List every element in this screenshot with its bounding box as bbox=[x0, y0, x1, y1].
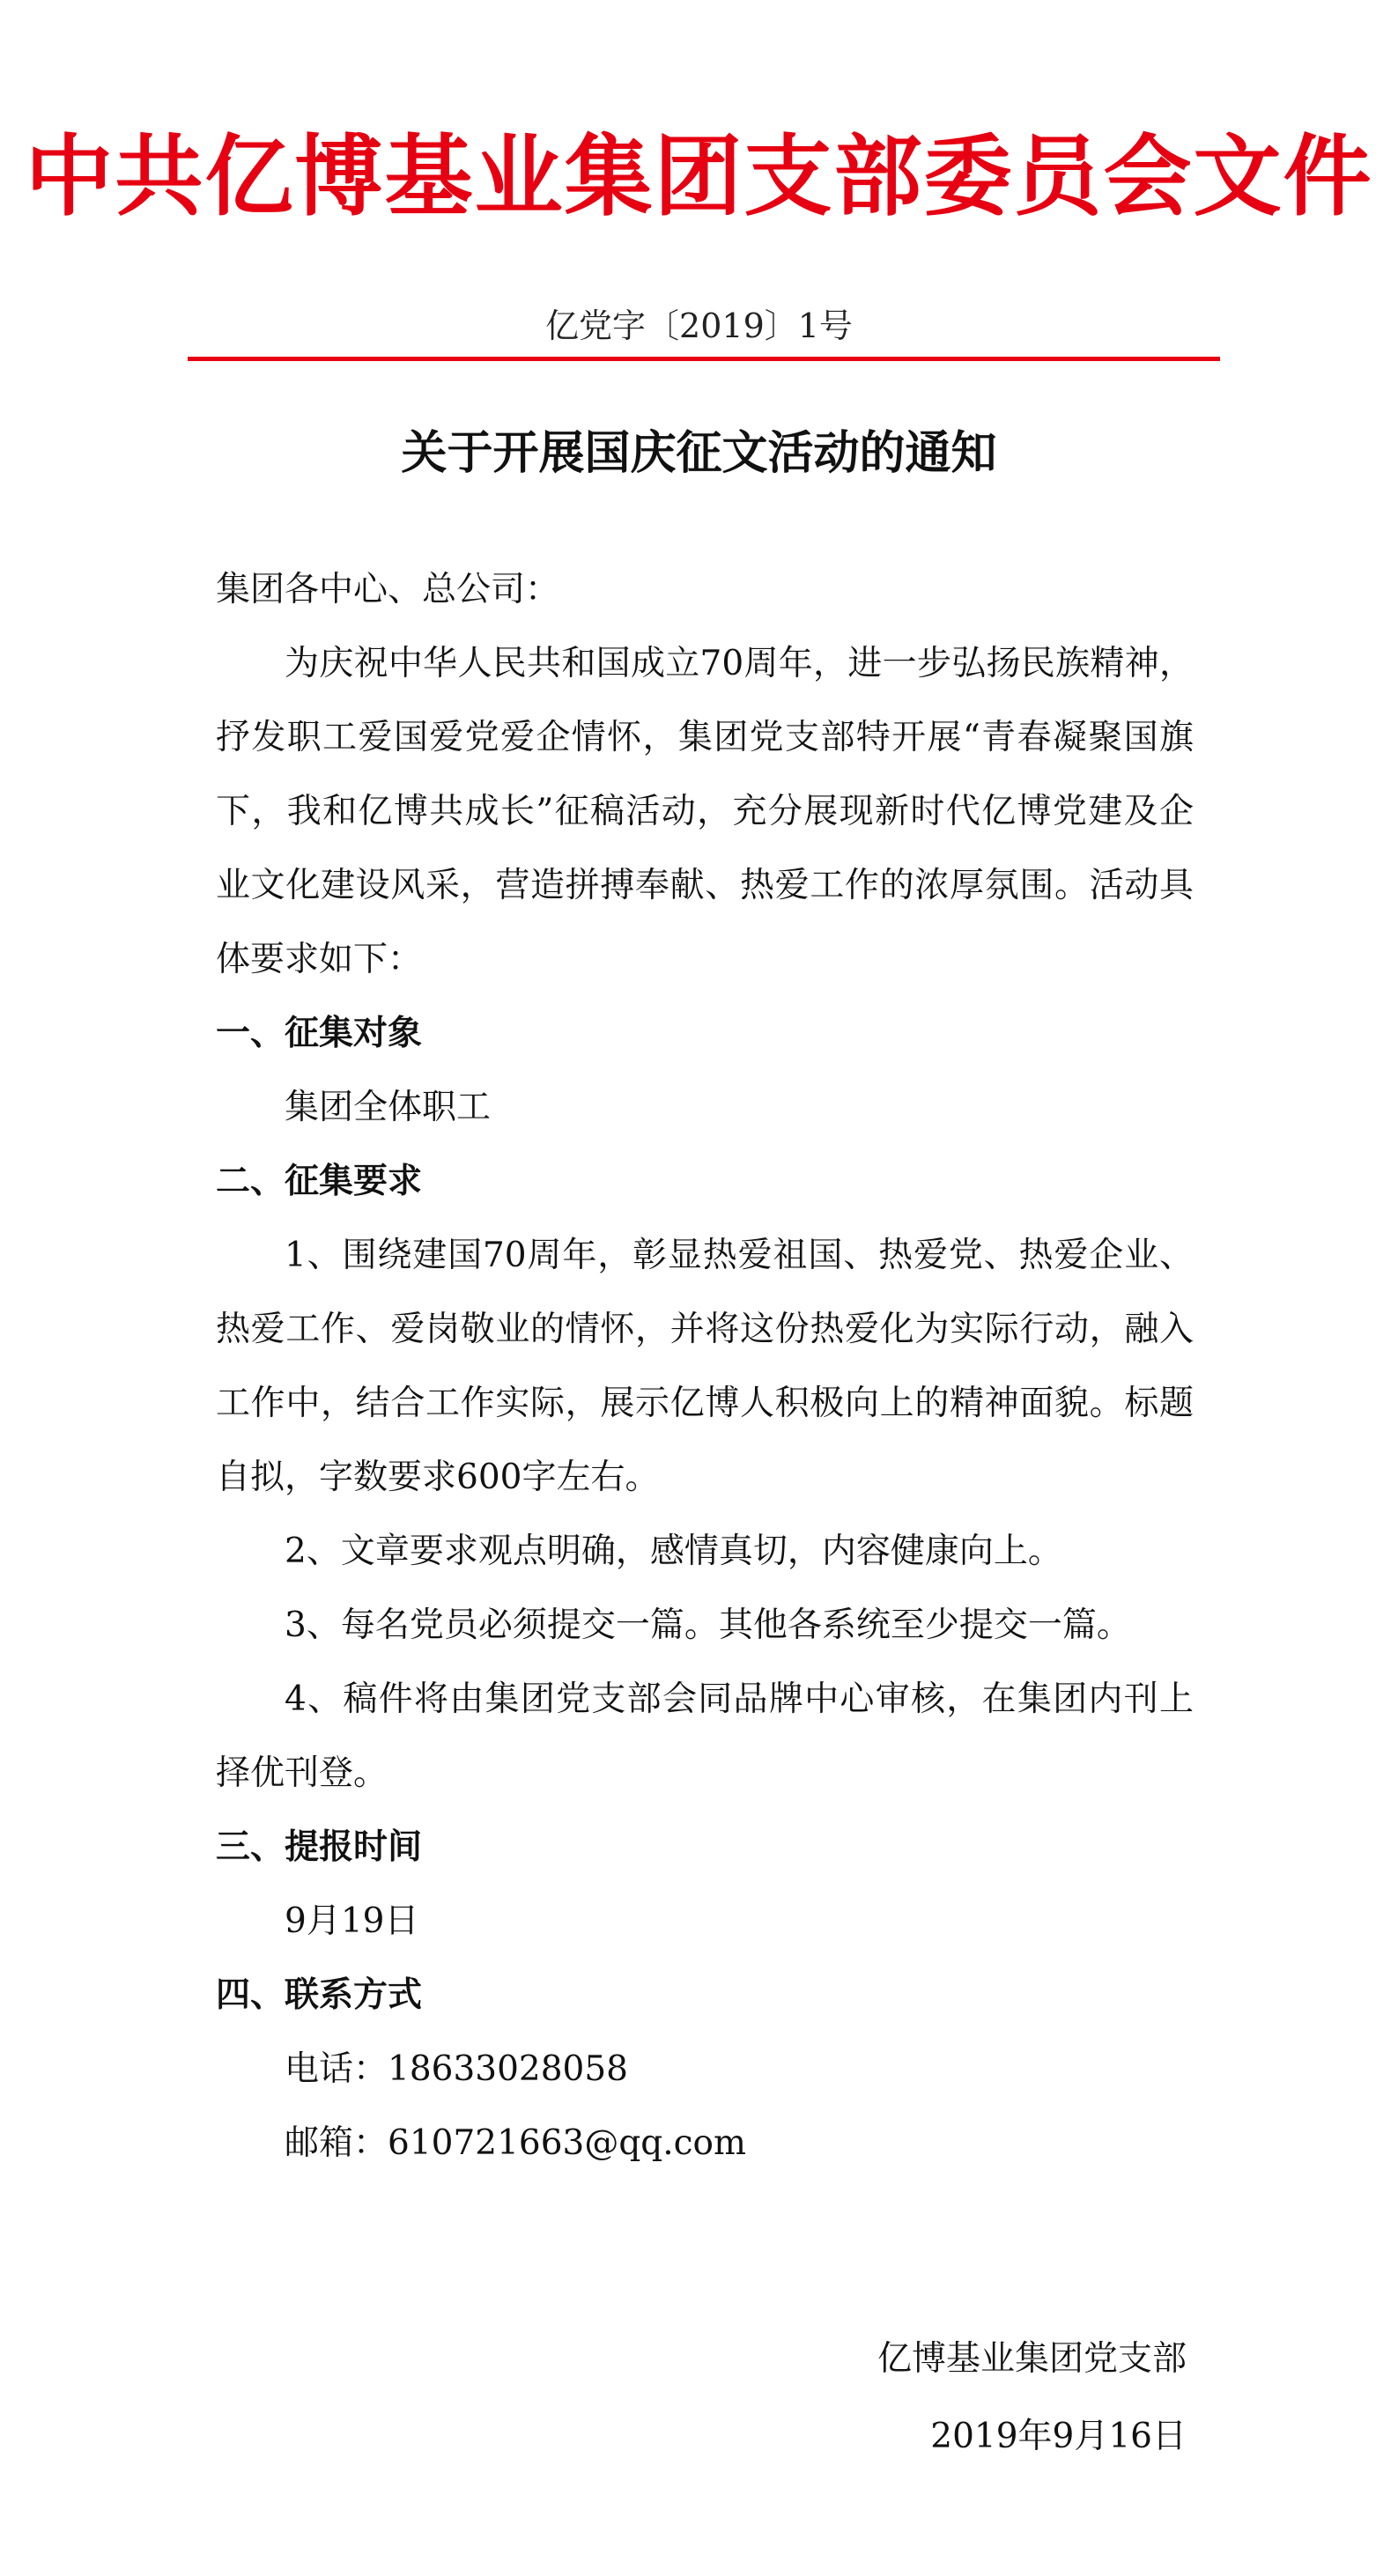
signature-date: 2019年9月16日 bbox=[930, 2417, 1187, 2456]
red-divider-line bbox=[188, 357, 1220, 361]
document-header-title: 中共亿博基业集团支部委员会文件 bbox=[25, 124, 1373, 228]
requirement-item-2: 2、文章要求观点明确，感情真切，内容健康向上。 bbox=[285, 1532, 1062, 1571]
intro-paragraph: 为庆祝中华人民共和国成立70周年，进一步弘扬民族精神，抒发职工爱国爱党爱企情怀，集团党支部特开展“青春凝聚国旗下，我和亿博共成长”征稿活动，充分展现新时代亿博党建及企业文化建设风采，营造拼搏奉献、热爱工作的浓厚氛围。活动具体要求如下： bbox=[216, 644, 1194, 979]
salutation: 集团各中心、总公司： bbox=[216, 570, 560, 609]
requirement-item-4: 4、稿件将由集团党支部会同品牌中心审核，在集团内刊上择优刊登。 bbox=[216, 1679, 1194, 1793]
document-body bbox=[216, 553, 1194, 2181]
section-content-targets: 集团全体职工 bbox=[285, 1088, 492, 1127]
contact-phone: 电话：18633028058 bbox=[285, 2049, 628, 2089]
requirement-item-3: 3、每名党员必须提交一篇。其他各系统至少提交一篇。 bbox=[285, 1605, 1131, 1645]
section-heading-requirements: 二、征集要求 bbox=[216, 1162, 423, 1201]
requirement-item-1: 1、围绕建国70周年，彰显热爱祖国、热爱党、热爱企业、热爱工作、爱岗敬业的情怀，并将这份热爱化为实际行动，融入工作中，结合工作实际，展示亿博人积极向上的精神面貌。标题自拟，字数要求600字左右。 bbox=[216, 1236, 1194, 1497]
section-heading-deadline: 三、提报时间 bbox=[216, 1827, 423, 1867]
section-heading-contact: 四、联系方式 bbox=[216, 1975, 423, 2015]
section-content-deadline: 9月19日 bbox=[285, 1901, 419, 1941]
signature-org: 亿博基业集团党支部 bbox=[877, 2339, 1187, 2379]
contact-email: 邮箱：610721663@qq.com bbox=[285, 2123, 746, 2163]
document-number: 亿党字〔2019〕1号 bbox=[545, 306, 853, 345]
signature-block bbox=[877, 2321, 1187, 2476]
section-heading-targets: 一、征集对象 bbox=[216, 1014, 423, 1053]
notice-title: 关于开展国庆征文活动的通知 bbox=[401, 427, 997, 480]
